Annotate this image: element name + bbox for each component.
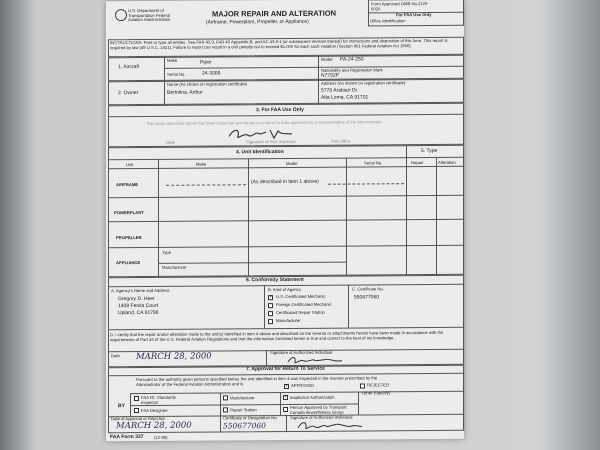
type-title: 5. Type [421,147,438,155]
owner-name: Bertolina, Arthur [167,89,203,96]
form-subtitle: (Airframe, Powerplant, Propeller, or Appliance) [206,18,309,26]
aircraft-model: PA-24-250 [340,56,364,63]
faa-use-text: The repair described above has been inspected and found to conform to data approved by a representative of the Administrator. [146,119,383,126]
model-header: Model [286,160,298,166]
kind-of-agency-checkbox[interactable] [268,295,273,300]
serial-header: Serial No. [364,160,383,166]
conformity-certificate-no: 550677060 [354,294,380,301]
approval-text: Pursuant to the authority given persons specified below, the unit identified in item 4 was inspected in the manner prescribed by the Administrator of the Federal Aviation Administration and is [136,375,378,388]
faa-use-only-header: For FAA Use Only [396,11,432,18]
kind-of-agency-checkbox[interactable] [268,303,273,308]
kind-of-agency-label: U.S. Certificated Mechanic [276,293,326,300]
kind-of-agency-label: Foreign Certificated Mechanic [276,301,332,308]
aircraft-make: Piper [200,59,212,66]
conformity-title: 6. Conformity Statement [246,276,304,284]
faa-form-337: U.S. Department of Transportation Federal Aviation Administration MAJOR REPAIR AND ALTERATION (Airframe, Powerplant, Propeller, or Appliance) Form Approved OMB No.2120-0020 For FAA Use Only Office Identification INSTRUCTIONS: Print or type all entries. See FAR 43.9, FAR 43 Appendix B, and AC 43.9-1 (or subsequent revision thereof) for instructions and disposition of this form. This report is required by law (49 U.S.C. 1421). Failure to report can result in a civil penalty not to exceed $1,000 for each such violation (Section 901 Federal Aviation Act 1958). 1. Aircraft Make Piper Model PA-24-250 Serial No. 24-3009 Nationality and Registration Mark N7792P 2. Owner Name (As shown on registration certificate) Bertolina, Arthur Address (As shown on registration certificate) 5770 Arabian Dr. Alta Loma, CA 91701 3. For FAA Use Only The repair described above has been inspected and found to conform to data approved by a representative of the Administrator. Date Signature of FAA Inspector FAA Office 4. Unit Identification 5. Type Unit Make Model Serial No. Repair Alteration AIRFRAME (As described in Item 1 above) POWERPLANT PROPELLER APPLIANCE Type Manufacturer 6. Conformity Statement A. Agency's Name and Address Gregory D. Heer 1408 Fenita Court Upland, CA 91786 B. Kind of Agency ✓ U.S. Certificated Mechanic Foreign Certificated Mechanic Certificated Repair Station Manufacturer C. Certificate No. 550677060 D. I certify that the repair and/or alteration made to the unit(s) identified in item 4 above and described on the reverse or attachments hereto have been made in accordance with the requirements of Part 43 of the U.S. Federal Aviation Regulations and that the information furnished herein is true and correct to the best of my knowledge. Date MARCH 28, 2000 Signature of Authorized Individual 7. Approval for Return To Service Pursuant to the authority given persons specified below, the unit identified in item 4 was inspected in the manner prescribed by the Administrator of the Federal Aviation Administration and is ✓ APPROVED REJECTED BY FAA Flt. Standards Inspector Manufacturer ✓ Inspection Authorization Other (Specify) FAA Designee Repair Station Person Approved by Transport Canada Airworthiness Group Date of Approval or Rejection MARCH 28, 2000 Certificate or Designation No. 550677060 Signature of Authorized Individual FAA Form 337 (12-88) [106,0,464,441]
agency-name: U.S. Department of Transportation Federal Aviation Administration [128,7,171,23]
repair-station-checkbox[interactable] [223,407,228,412]
faa-inspector-signature [226,126,296,142]
faa-designee-checkbox[interactable] [134,408,139,413]
kind-of-agency-label: Manufacturer [276,317,301,324]
aircraft-registration: N7792P [321,72,340,79]
agency-address-1: 1408 Fenita Court [118,302,159,310]
make-header: Make [196,161,207,167]
form-revision: (12-88) [154,434,168,440]
owner-section-label: 2. Owner [118,90,139,97]
agency-address-2: Upland, CA 91786 [118,309,159,317]
row-powerplant: POWERPLANT [114,209,144,216]
owner-address-2: Alta Loma, CA 91701 [321,94,369,101]
approval-certificate: 550677060 [223,421,266,431]
office-identification: Office Identification [370,18,406,24]
row-propeller: PROPELLER [116,235,142,241]
instructions-text: INSTRUCTIONS: Print or type all entries. See FAR 43.9, FAR 43 Appendix B, and AC 43.9-1 (or subsequent revision thereof) for instructions and disposition of this form. This report is required by law (49 U.S.C. 1421). Failure to report can result in a civil penalty not to exceed $1,000 for each such violation (Section 901 Federal Aviation Act 1958). [110,37,448,51]
kind-of-agency-checkbox[interactable] [268,319,273,324]
approval-date: MARCH 28, 2000 [116,420,192,432]
conformity-date: MARCH 28, 2000 [136,351,212,363]
rejected-checkbox[interactable] [360,383,365,388]
aircraft-section-label: 1. Aircraft [118,64,140,71]
approval-signature [296,419,366,431]
airframe-note: (As described in Item 1 above) [251,178,319,186]
approved-checkbox[interactable] [284,384,289,389]
faa-flt-standards-checkbox[interactable] [134,396,139,401]
form-title: MAJOR REPAIR AND ALTERATION [212,8,337,19]
dot-logo-icon [115,9,127,21]
form-number: FAA Form 337 [110,433,144,441]
approval-title: 7. Approval for Return To Service [246,365,325,373]
aircraft-serial: 24-3009 [202,70,221,77]
faa-use-title: 3. For FAA Use Only [256,106,304,114]
row-airframe: AIRFRAME [116,182,139,188]
form-approved: Form Approved OMB No.2120-0020 [371,0,429,12]
conformity-signature [286,355,346,366]
manufacturer-checkbox[interactable] [223,395,228,400]
inspection-authorization-checkbox[interactable] [283,395,288,400]
conformity-statement: D. I certify that the repair and/or alteration made to the unit(s) identified in item 4 above and described on the reverse or attachments hereto have been made in accordance with the requirements of Part 43 of the U.S. Federal Aviation Regulations and that the information furnished herein is true and correct to the best of my knowledge. [110,329,444,343]
transport-canada-checkbox[interactable] [283,407,288,412]
owner-address-1: 5770 Arabian Dr. [321,87,359,94]
repair-header: Repair [411,160,424,166]
by-label: BY [118,403,125,410]
kind-of-agency-label: Certificated Repair Station [276,309,325,316]
unit-header: Unit [126,162,134,168]
alteration-header: Alteration [438,159,456,165]
unit-identification-title: 4. Unit Identification [236,149,284,156]
agency-name: Gregory D. Heer [118,295,155,303]
kind-of-agency-checkbox[interactable] [268,311,273,316]
row-appliance: APPLIANCE [116,260,141,266]
